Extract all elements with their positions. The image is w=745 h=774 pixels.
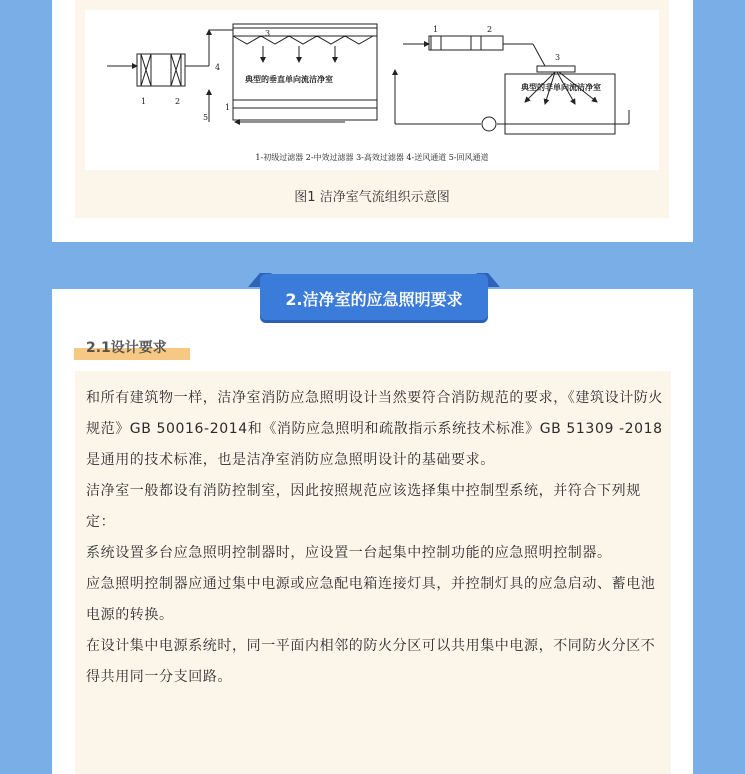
figure-card	[52, 0, 693, 242]
paragraph: 系统设置多台应急照明控制器时，应设置一台起集中控制功能的应急照明控制器。	[86, 545, 612, 561]
airflow-diagram-svg	[85, 10, 659, 170]
left-num-1: 1	[141, 97, 147, 106]
paragraph: 和所有建筑物一样，洁净室消防应急照明设计当然要符合消防规范的要求，《建筑设计防火规范》GB 50016-2014和《消防应急照明和疏散指示系统技术标准》GB 51309 -2018是通用的技术标准，也是洁净室消防应急照明设计的基础要求。	[86, 390, 663, 468]
right-num-1: 1	[433, 25, 439, 34]
right-return-fan	[482, 117, 496, 131]
right-room-label: 典型的非单向流洁净室	[521, 82, 601, 92]
left-num-5: 5	[203, 113, 209, 122]
right-num-2: 2	[487, 25, 493, 34]
section-heading	[260, 274, 488, 320]
left-num-3: 3	[265, 29, 271, 38]
figure-caption: 图1 洁净室气流组织示意图	[294, 190, 450, 205]
paragraph: 应急照明控制器应通过集中电源或应急配电箱连接灯具，并控制灯具的应急启动、蓄电池电源的转换。	[86, 576, 656, 623]
left-room-label: 典型的垂直单向流洁净室	[245, 74, 333, 84]
paragraph: 在设计集中电源系统时，同一平面内相邻的防火分区可以共用集中电源，不同防火分区不得共用同一分支回路。	[86, 638, 656, 685]
body-text-box	[75, 371, 671, 774]
paragraph: 洁净室一般都设有消防控制室，因此按照规范应该选择集中控制型系统，并符合下列规定：	[86, 483, 641, 530]
return-grille	[233, 100, 377, 108]
right-ahu-box	[429, 36, 503, 50]
left-room-frame	[233, 24, 377, 120]
left-diagram	[107, 24, 377, 122]
subsection-title: 2.1设计要求	[86, 340, 167, 356]
figure-box	[75, 0, 669, 218]
airflow-diagram	[85, 10, 659, 170]
left-ahu-box	[137, 54, 185, 86]
section-title: 2.洁净室的应急照明要求	[285, 290, 463, 309]
body-text	[86, 383, 664, 693]
left-num-4: 4	[215, 63, 221, 72]
left-num-1b: 1	[225, 103, 231, 112]
left-num-2: 2	[175, 97, 181, 106]
right-hepa	[537, 66, 575, 72]
right-num-3: 3	[555, 53, 561, 62]
hepa-top	[233, 28, 377, 36]
subsection-heading	[74, 334, 190, 362]
diagram-legend: 1-初级过滤器 2-中效过滤器 3-高效过滤器 4-送风通道 5-回风通道	[255, 153, 489, 162]
